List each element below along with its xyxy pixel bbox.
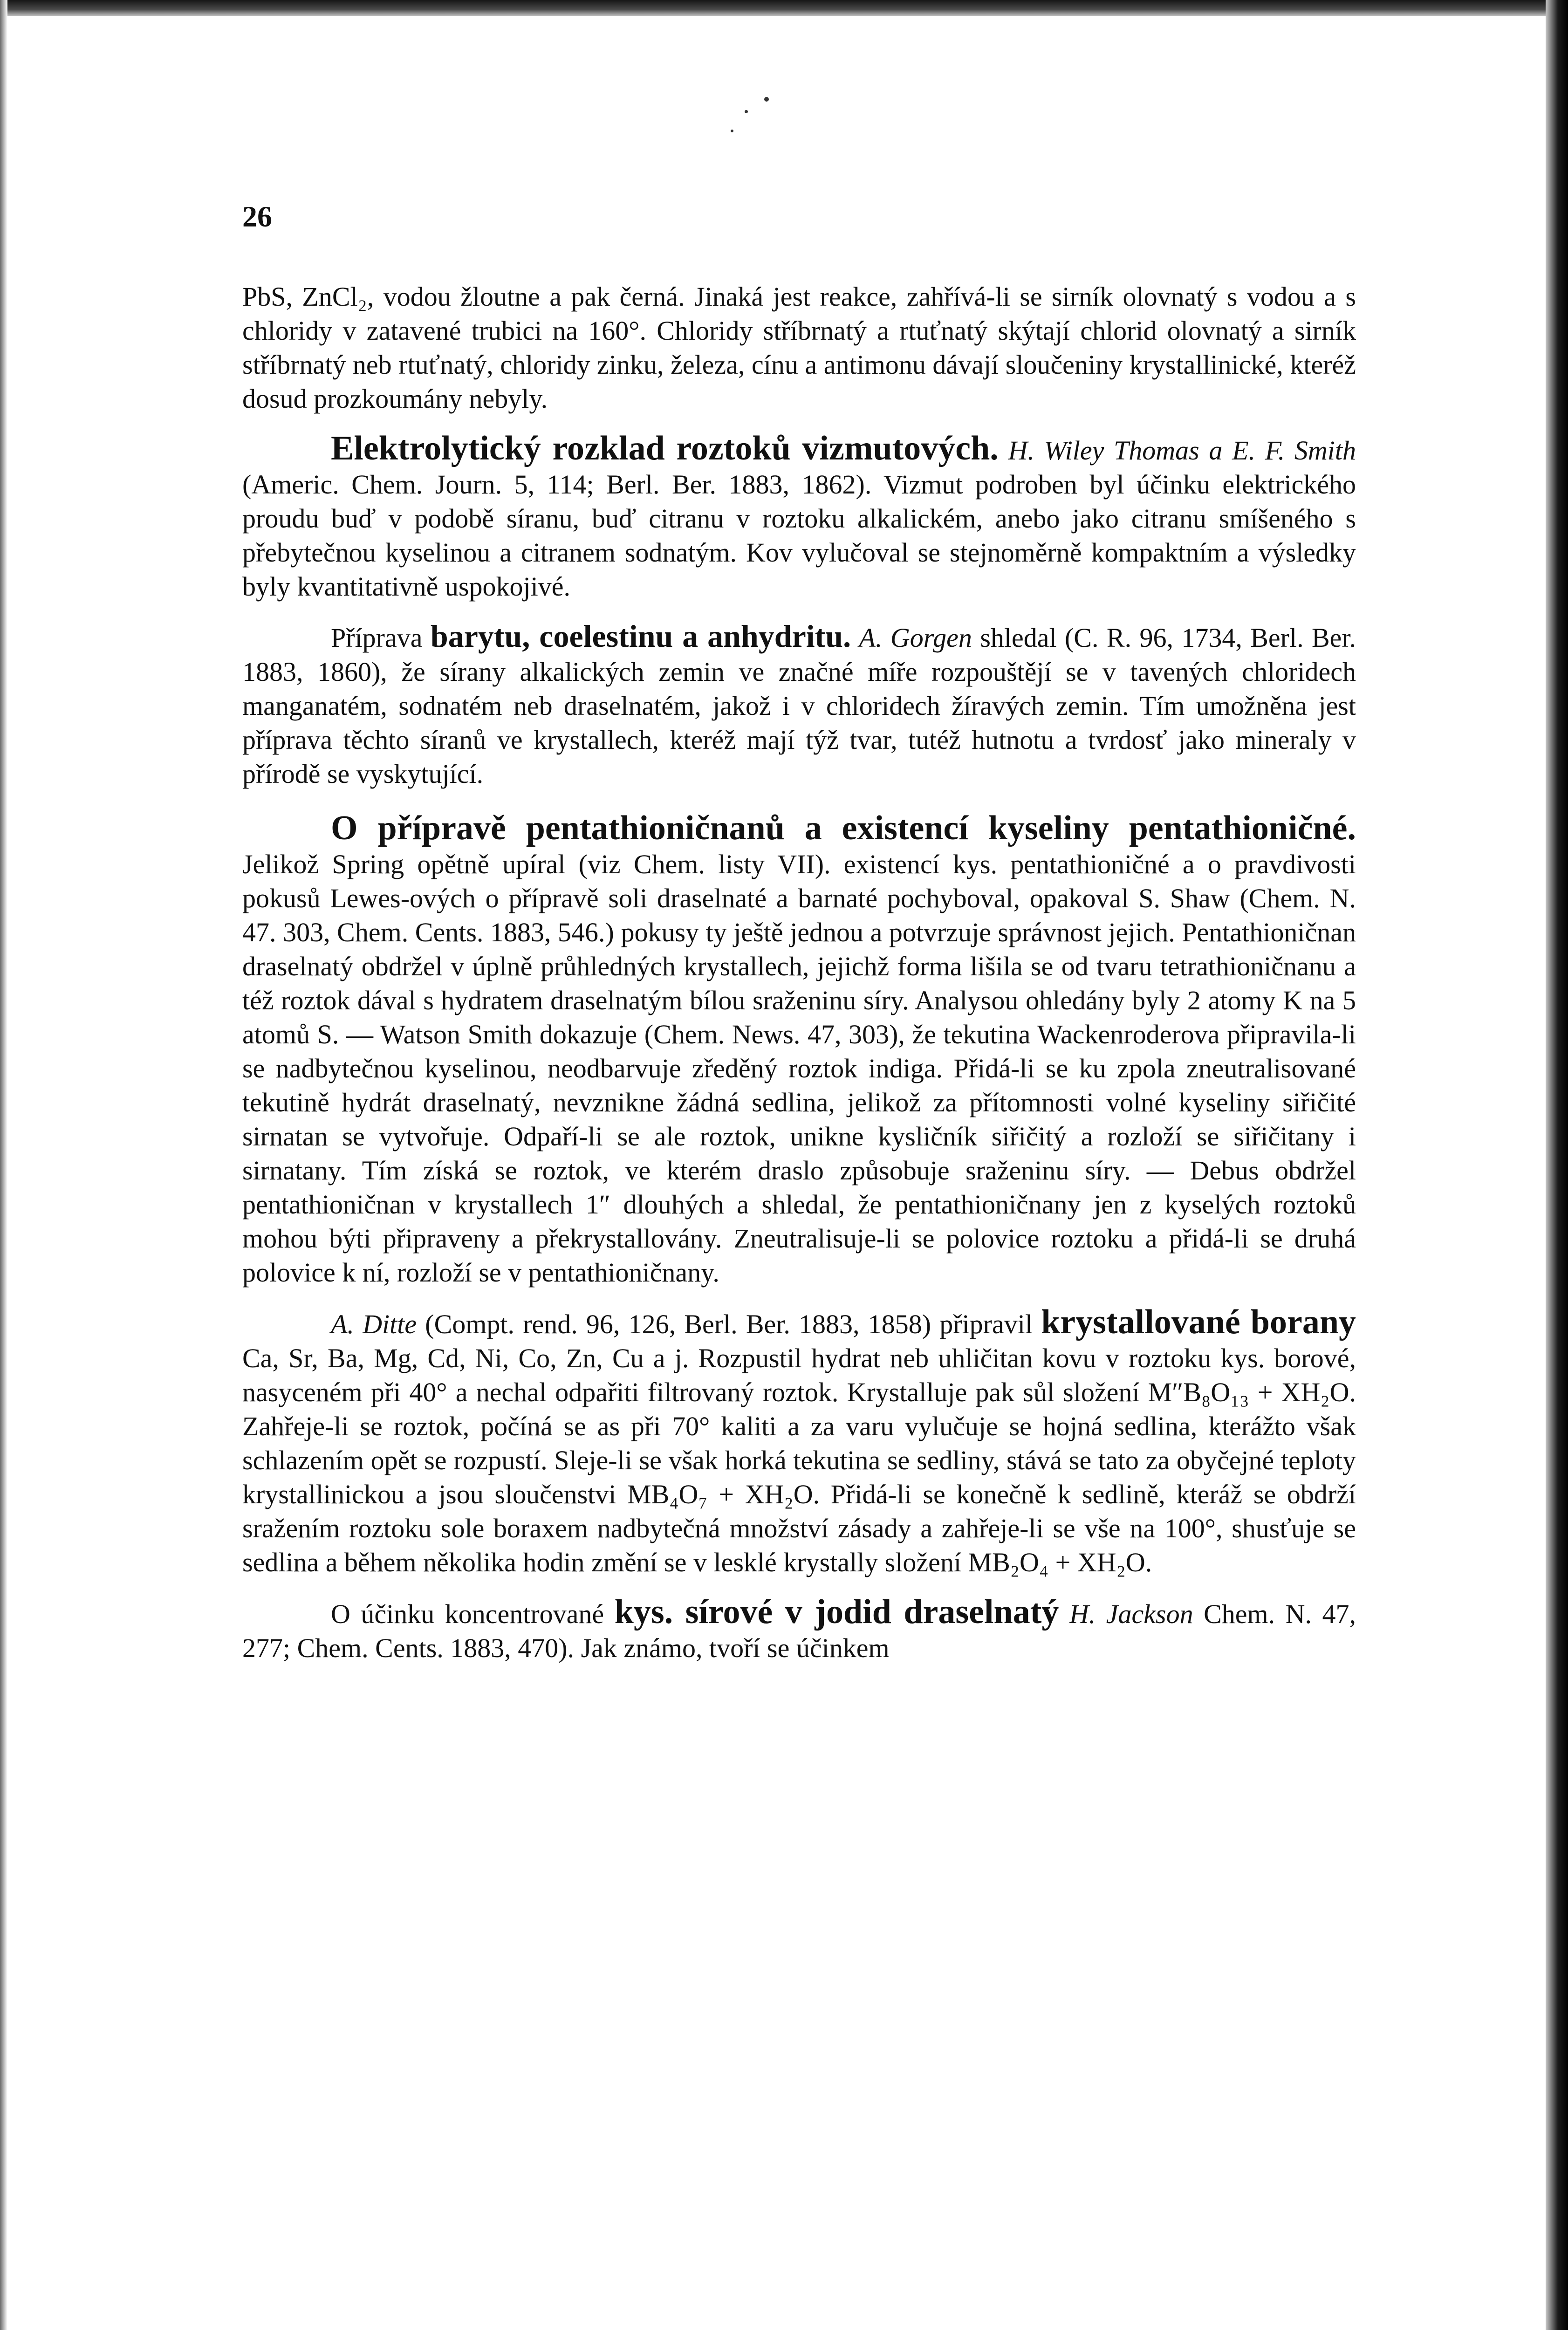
paragraph-chloridy <box>242 280 1356 416</box>
section-text: Jelikož Spring opětně upíral (viz Chem. listy VII). existencí kys. pentathioničné a o pravdivosti pokusů Lewes-ových o přípravě soli draselnaté a barnaté pochyboval, opakoval S. Shaw (Chem. N. 47. 303, Chem. Cents. 1883, 546.) pokusy ty ještě jednou a potvrzuje správnost jejich. Pentathioničnan draselnatý obdržel v úplně průhledných krystallech, jejichž forma lišila se od tvaru tetrathioničnanu a též roztok dával s hydratem draselnatým bílou sraženinu síry. Analysou ohledány byly 2 atomy K na 5 atomů S. — Watson Smith dokazuje (Chem. News. 47, 303), že tekutina Wackenroderova připravila-li se nadbytečnou kyselinou, neodbarvuje zředěný roztok indiga. Přidá-li se ku zpola zneutralisované tekutině hydrát draselnatý, nevznikne žádná sedlina, jelikož za přítomnosti volné kyseliny siřičité sirnatan se vytvořuje. Odpaří-li se ale roztok, unikne kysličník siřičitý a rozloží se siřičitany i sirnatany. Tím získá se roztok, ve kterém draslo způsobuje sraženinu síry. — Debus obdržel pentathioničnan v krystallech 1″ dlouhých a shledal, že pentathioničnany jen z kyselých roztoků mohou býti připraveny a překrystallovány. Zneutralisuje-li se polovice roztoku a přidá-li se druhá polovice k ní, rozloží se v pentathioničnany. <box>242 849 1356 1288</box>
page-number: 26 <box>242 200 272 233</box>
scan-speck <box>764 97 769 102</box>
section-pentathionicnany <box>242 811 1356 1289</box>
section-priprava-barytu <box>242 619 1356 791</box>
section-krystallovane-borany <box>242 1305 1356 1579</box>
section-author: A. Ditte <box>331 1309 417 1339</box>
page-body <box>242 280 1356 1665</box>
section-text: Ca, Sr, Ba, Mg, Cd, Ni, Co, Zn, Cu a j. Rozpustil hydrat neb uhličitan kovu v roztoku kys. borové, nasyceném při 40° a nechal odpařiti filtrovaný roztok. Krystalluje pak sůl složení M″B₈O₁₃ + XH₂O. Zahřeje-li se roztok, počíná se as při 70° kaliti a za varu vylučuje se hojná sedlina, kterážto však schlazením opět se rozpustí. Sleje-li se však horká tekutina se sedliny, stává se tato za obyčejné teploty krystallinickou a jsou sloučenstvi MB₄O₇ + XH₂O. Přidá-li se konečně k sedlině, kteráž se obdrží sražením roztoku sole boraxem nadbytečná množství zásady a zahřeje-li se vše na 100°, shusťuje se sedlina a během několika hodin změní se v lesklé krystally složení MB₂O₄ + XH₂O. <box>242 1343 1356 1577</box>
section-text: shledal (C. R. 96, 1734, Berl. Ber. 1883, 1860), že sírany alkalických zemin ve značné míře rozpouštějí se v tavených chloridech manganatém, sodnatém neb draselnatém, jakož i v chloridech žíravých zemin. Tím umožněna jest příprava těchto síranů ve krystallech, kteréž mají týž tvar, tutéž hutnotu a tvrdosť jako mineraly v přírodě se vyskytující. <box>242 623 1356 789</box>
section-text: (Compt. rend. 96, 126, Berl. Ber. 1883, 1858) připravil <box>425 1309 1033 1339</box>
section-text: Chem. N. 47, 277; Chem. Cents. 1883, 470). Jak známo, tvoří se účinkem <box>242 1599 1356 1663</box>
section-heading: O přípravě pentathioničnanů a existencí kyseliny pentathioničné. <box>331 809 1356 847</box>
section-author: A. Gorgen <box>859 623 972 653</box>
scan-border-right <box>1546 0 1568 2330</box>
scan-speck <box>731 130 733 132</box>
scan-border-top <box>0 0 1568 16</box>
section-heading: kys. sírové v jodid draselnatý <box>614 1593 1059 1631</box>
section-text: (Americ. Chem. Journ. 5, 114; Berl. Ber. 1883, 1862). Vizmut podroben byl účinku elektrického proudu buď v podobě síranu, buď citranu v roztoku alkalickém, anebo jako citranu smíšeného s přebytečnou kyselinou a citranem sodnatým. Kov vylučoval se stejnoměrně kompaktním a výsledky byly kvantitativně uspokojivé. <box>242 469 1356 602</box>
section-lead: O účinku koncentrované <box>331 1599 604 1629</box>
section-lead: Příprava <box>331 623 423 653</box>
paragraph-text: PbS, ZnCl₂, vodou žloutne a pak černá. Jinaká jest reakce, zahřívá-li se sirník olovnatý s vodou a s chloridy v zatavené trubici na 160°. Chloridy stříbrnatý a rtuťnatý skýtají chlorid olovnatý a sirník stříbrnatý neb rtuťnatý, chloridy zinku, železa, cínu a antimonu dávají sloučeniny krystallinické, kteréž dosud prozkoumány nebyly. <box>242 281 1356 414</box>
section-author: H. Jackson <box>1069 1599 1193 1629</box>
section-elektrolyticky-rozklad <box>242 429 1356 603</box>
section-kys-sirove-jodid <box>242 1595 1356 1665</box>
section-heading: barytu, coelestinu a anhydritu. <box>430 618 851 654</box>
section-authors: H. Wiley Thomas a E. F. Smith <box>1008 435 1356 466</box>
scan-speck <box>745 110 748 113</box>
section-heading: krystallované borany <box>1041 1303 1356 1341</box>
scan-border-left <box>0 0 7 2330</box>
section-heading: Elektrolytický rozklad roztoků vizmutových. <box>331 429 999 467</box>
